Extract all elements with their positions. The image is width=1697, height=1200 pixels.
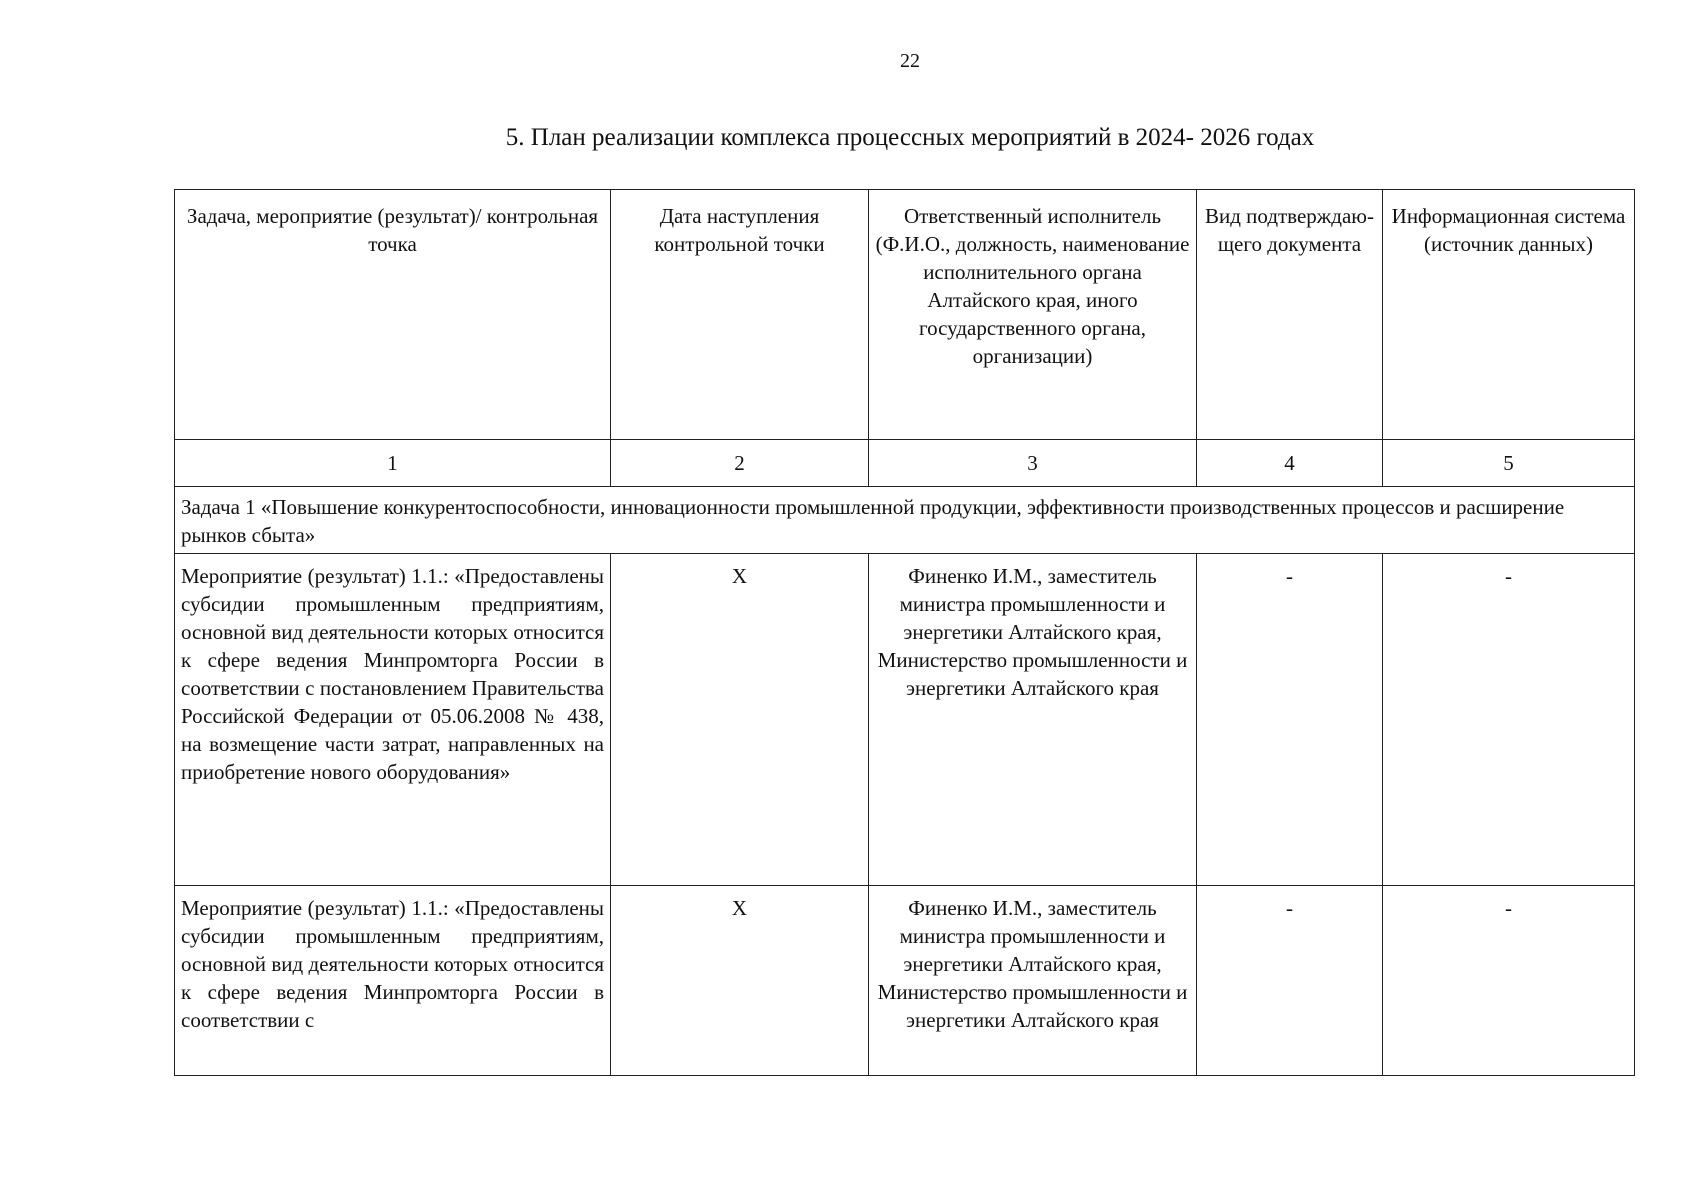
table-row [175,886,1635,1076]
responsible-executor: Финенко И.М., заместитель министра промышленности и энергетики Алтайского края, Министерство промышленности и энергетики Алтайского края [869,554,1197,886]
column-number: 5 [1383,440,1635,487]
task-row [175,487,1635,554]
table-row [175,554,1635,886]
plan-table [174,189,1635,1076]
header-task-event: Задача, мероприятие (результат)/ контрольная точка [175,190,611,440]
header-information-system: Информационная система (источник данных) [1383,190,1635,440]
table-header-row [175,190,1635,440]
event-description: Мероприятие (результат) 1.1.: «Предоставлены субсидии промышленным предприятиям, основной вид деятельности которых относится к сфере ведения Минпромторга России в соответствии с [175,886,611,1076]
task-description: Задача 1 «Повышение конкурентоспособности, инновационности промышленной продукции, эффективности производственных процессов и расширение рынков сбыта» [175,487,1635,554]
column-number: 1 [175,440,611,487]
information-system: - [1383,554,1635,886]
column-number: 2 [611,440,869,487]
event-description: Мероприятие (результат) 1.1.: «Предоставлены субсидии промышленным предприятиям, основной вид деятельности которых относится к сфере ведения Минпромторга России в соответствии с постановлением Правительства Российской Федерации от 05.06.2008 № 438, на возмещение части затрат, направленных на приобретение нового оборудования» [175,554,611,886]
page-title: 5. План реализации комплекса процессных мероприятий в 2024- 2026 годах [505,124,1315,151]
column-number: 4 [1197,440,1383,487]
column-number-row [175,440,1635,487]
page-number: 22 [900,50,920,72]
column-number: 3 [869,440,1197,487]
header-document-type: Вид подтверждаю-щего документа [1197,190,1383,440]
document-type: - [1197,886,1383,1076]
responsible-executor: Финенко И.М., заместитель министра промышленности и энергетики Алтайского края, Министерство промышленности и энергетики Алтайского края [869,886,1197,1076]
information-system: - [1383,886,1635,1076]
control-date: X [611,554,869,886]
document-type: - [1197,554,1383,886]
header-responsible: Ответственный исполнитель (Ф.И.О., должность, наименование исполнительного органа Алтайского края, иного государственного органа, организации) [869,190,1197,440]
header-control-date: Дата наступления контрольной точки [611,190,869,440]
control-date: X [611,886,869,1076]
